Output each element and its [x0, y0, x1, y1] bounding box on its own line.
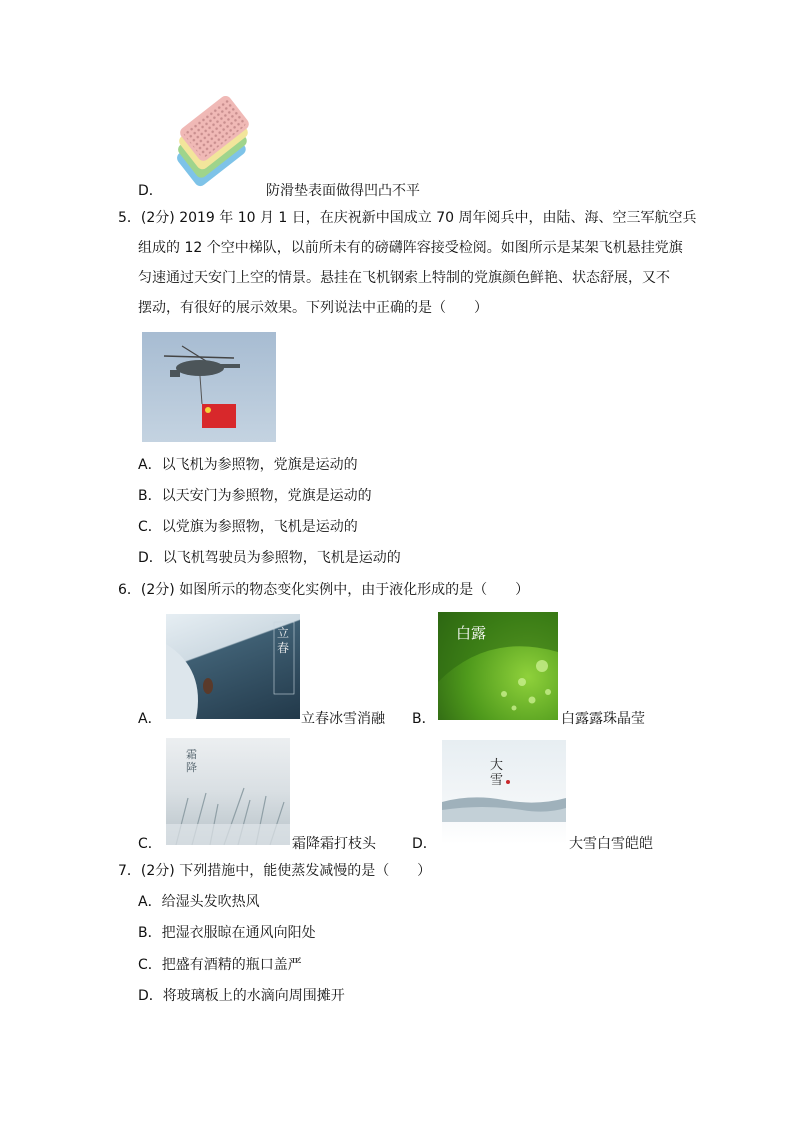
- q7-option-d: D．将玻璃板上的水滴向周围摊开: [138, 988, 345, 1004]
- q6-option-c-caption: 霜降霜打枝头: [292, 836, 376, 852]
- q7-option-a: A．给湿头发吹热风: [138, 894, 260, 910]
- white-dew-image: [438, 612, 558, 720]
- heavy-snow-image: [442, 740, 566, 844]
- q4-option-d-text: 防滑垫表面做得凹凸不平: [266, 183, 420, 199]
- q7-option-c: C．把盛有酒精的瓶口盖严: [138, 957, 302, 973]
- q5-option-d: D．以飞机驾驶员为参照物，飞机是运动的: [138, 550, 401, 566]
- q7-option-b: B．把湿衣服晾在通风向阳处: [138, 925, 316, 941]
- q5-stem-line-1: 5．(2分) 2019 年 10 月 1 日，在庆祝新中国成立 70 周年阅兵中，由陆、海、空三军航空兵: [118, 210, 697, 226]
- anti-slip-mat-image: [163, 96, 265, 192]
- heavy-snow-image-title: 大雪: [490, 758, 504, 788]
- q6-stem: 6．(2分) 如图所示的物态变化实例中，由于液化形成的是（ ）: [118, 582, 530, 598]
- q6-option-b-letter: B．: [412, 711, 436, 727]
- q5-stem-line-4: 摆动，有很好的展示效果。下列说法中正确的是（ ）: [138, 300, 488, 316]
- q5-option-a: A．以飞机为参照物，党旗是运动的: [138, 457, 358, 473]
- q6-option-c-letter: C．: [138, 836, 162, 852]
- white-dew-image-title: 白露: [456, 624, 487, 642]
- helicopter-flag-image: [142, 332, 276, 442]
- q5-stem-line-3: 匀速通过天安门上空的情景。悬挂在飞机钢索上特制的党旗颜色鲜艳、状态舒展，又不: [138, 270, 670, 286]
- q5-stem-line-2: 组成的 12 个空中梯队，以前所未有的磅礴阵容接受检阅。如图所示是某架飞机悬挂党旗: [138, 240, 683, 256]
- spring-image-title: 立春: [277, 626, 290, 655]
- q6-option-d-letter: D．: [412, 836, 437, 852]
- q6-option-a-letter: A．: [138, 711, 162, 727]
- q5-option-b: B．以天安门为参照物，党旗是运动的: [138, 488, 372, 504]
- q4-option-d-letter: D．: [138, 183, 163, 199]
- q6-option-a-caption: 立春冰雪消融: [301, 711, 385, 727]
- q6-option-b-caption: 白露露珠晶莹: [561, 711, 645, 727]
- q5-option-c: C．以党旗为参照物，飞机是运动的: [138, 519, 358, 535]
- frost-image-title: 霜降: [186, 748, 197, 774]
- q6-option-d-caption: 大雪白雪皑皑: [569, 836, 653, 852]
- frost-descent-image: [166, 738, 290, 845]
- q7-stem: 7．(2分) 下列措施中，能使蒸发减慢的是（ ）: [118, 863, 432, 879]
- spring-ice-image: [166, 614, 300, 719]
